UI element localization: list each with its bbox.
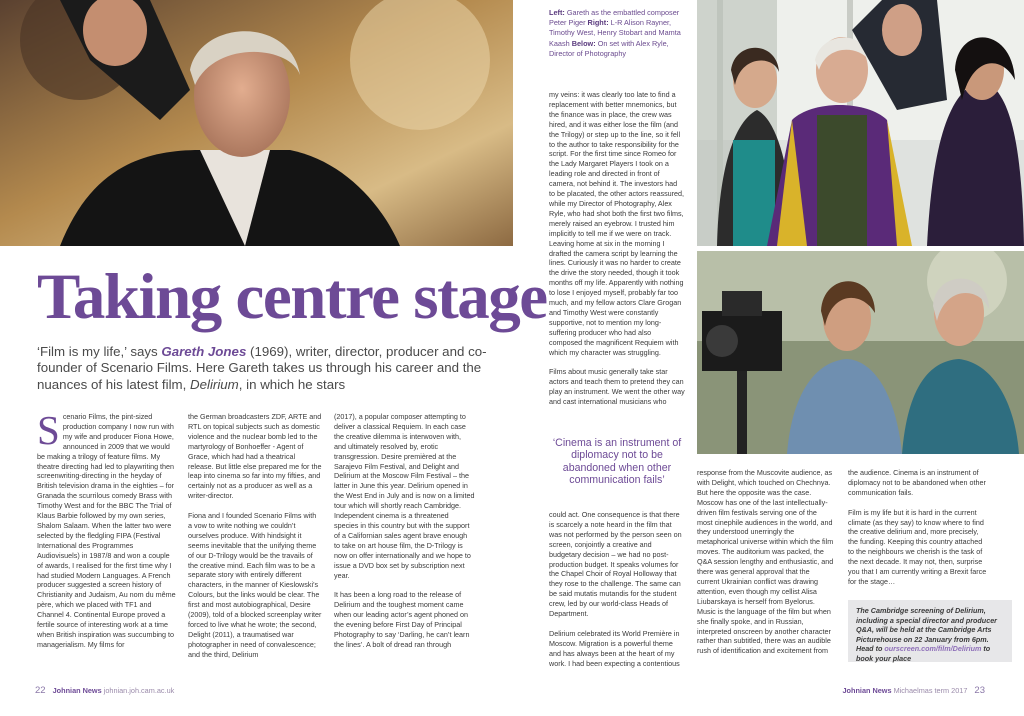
standfirst-author-name: Gareth Jones — [161, 344, 247, 359]
paragraph: Film is my life but it is hard in the current climate (as they say) to know where to find the creative delirium and, more precisely, the funding. Keeping this country attached to the neighbours we cherish is the task of the next decade. It may not, then, surprise you that I am currently writing a Brexit farce for the stage… — [848, 507, 987, 586]
body-column-4 — [549, 90, 685, 417]
body-column-7 — [848, 468, 988, 597]
publication-name-right: Johnian News — [842, 686, 892, 695]
paragraph — [37, 407, 176, 650]
paragraph: response from the Muscovite audience, as with Delight, which touched on Chechnya. But here the opposite was the case. Moscow has one of the last intellectually-driven film festivals serving one of the most cinephile audiences in the world, and they understood unerringly the metaphorical universe within which the film moves. The auditorium was packed, the Q&A session lengthy and enthusiastic, and there was general approval that the current Ukrainian conflict was drawing attention, even though my cellist Alisa Liubarskaya is herself from Byelorus. Music is the language of the film but when she finally spoke, and in Russian, interpreted onscreen by another character rather than subtitled, there was an audible rush of identification and excitement from — [697, 468, 834, 656]
standfirst-film-title: Delirium — [190, 376, 239, 392]
photo-gareth-conducting — [0, 0, 513, 246]
paragraph-text: cenario Films, the pint-sized production company I now run with my wife and producer Fiona Howe, announced in 2009 that we would be making a trilogy of feature films. My theatre directing had led to playwriting then screenwriting-directing in the heyday of British television drama in the eighties – for Granada the scurrilous comedy Brass with Timothy West and for the BBC The Trial of Klaus Barbie followed by my own series, Shalom Salaam. When the latter two were selected by the fledgling FIPA (Festival International des Programmes Audiovisuels) in 1987/8 and won a couple of awards, I realised for the first time why I had studied Modern Languages. A French producer suggested a screen history of Christianity and Judaism, Au nom du même père, which we placed with TF1 and Channel 4. Continental Europe proved a fertile source of interesting work at a time when British inspiration was succumbing to managerialism. My films for — [37, 412, 176, 649]
article-standfirst — [37, 344, 503, 393]
caption-text-right: L-R Alison Rayner, Timothy West, Henry Stobart and Mamta Kaash — [549, 18, 681, 48]
paragraph: (2017), a popular composer attempting to deliver a classical Requiem. In each case the creative dilemma is interwoven with, and ultimately resolved by, erotic transgression. Desire premièred at the Sarajevo Film Festival, and Delight and Delirium at the Moscow Film Festival – the latter in June this year. Delirium opened in the West End in July and is now on a limited tour which will shortly reach Cambridge. Independent cinema is a threatened species in this country but with the support of a Californian sales agent brave enough to take on art house film, the D-Trilogy is now on offer internationally and we hope to issue a DVD box set by subscription next year. — [334, 412, 475, 580]
photo-cast-group — [697, 0, 1024, 246]
paragraph: Fiona and I founded Scenario Films with a vow to write nothing we couldn’t ourselves produce. With hindsight it seems inevitable that the unifying theme of our D-Trilogy would be the travails of the creative mind. Each film was to be a separate story with entirely different characters, in the manner of Kieslowski’s Colours, but the links would be clear. The first and most autobiographical, Desire (2009), told of a blocked screenplay writer forced to live what he wrote; the second, Delight (2011), a traumatised war photographer in need of convalescence; and the third, Delirium — [188, 511, 322, 659]
screening-info-box — [848, 600, 1012, 662]
pull-quote: ‘Cinema is an instrument of diplomacy not to be abandoned when other communication fails’ — [552, 437, 682, 487]
paragraph: Films about music generally take star actors and teach them to pretend they can play an instrument. We went the other way and cast international musicians who — [549, 367, 685, 407]
infobox-end: to book your place — [856, 644, 991, 663]
publication-name-left: Johnian News — [52, 686, 102, 695]
standfirst-before: ‘Film is my life,’ says — [37, 344, 162, 359]
drop-cap: S — [37, 407, 60, 453]
standfirst-end: , in which he stars — [238, 376, 346, 392]
paragraph: could act. One consequence is that there is scarcely a note heard in the film that was not performed by the person seen on screen, conjointly a creative and budgetary decision – we had no post-production budget. It speaks volumes for the Chapel Choir of Royal Holloway that they rose to the challenge. The same can be said mutatis mutandis for the student crew, led by our world-class Heads of Department. — [549, 510, 682, 619]
body-column-6 — [697, 468, 834, 666]
photo-caption — [549, 8, 685, 59]
article-headline: Taking centre stage — [37, 261, 547, 333]
body-column-3 — [334, 412, 475, 660]
body-column-1 — [37, 407, 176, 660]
photo-on-set — [697, 251, 1024, 454]
footer-issue: Michaelmas term 2017 — [893, 686, 968, 695]
caption-label-right: Right: — [587, 18, 609, 28]
caption-label-left: Left: — [549, 8, 565, 17]
screening-link[interactable]: ourscreen.com/film/Delirium — [884, 644, 982, 654]
caption-text-left: Gareth as the embattled composer Peter Piger — [549, 8, 680, 28]
footer-left — [30, 685, 174, 696]
paragraph: my veins: it was clearly too late to find a replacement with better mnemonics, but the finance was in place, the crew was hired, and it was either lose the film (and the Trilogy) or step up to the line, so it fell to the author to take responsibility for the script. For the first time since Romeo for the Lady Margaret Players I took on a leading role and directed in front of camera, not behind it. The investors had to be placated, the other actors reassured, while my Director of Photography, Alex Ryle, who had shot both the first two films, merely raised an eyebrow. I trusted him implicitly to tell me if we were on track. Leaving home at six in the morning I drafted the camera script by learning the lines. Curiously it was no harder to create the drive the story needed, though it took months off my life. Apparently with nothing to lose I enjoyed myself, probably far too much, and my fellow actors Clare Grogan and Timothy West were constantly supportive, not to mention my long-suffering producer who had also composed the magnificent Requiem with which my character was struggling. — [549, 90, 685, 357]
standfirst-after: (1969), writer, director, producer and co-founder of Scenario Films. Here Gareth takes us through his career and the nuances of his latest film, — [37, 344, 487, 392]
paragraph: the German broadcasters ZDF, ARTE and RTL on topical subjects such as domestic violence and the nuclear bomb led to the martyrology of Bonhoeffer - Agent of Grace, which had had a theatrical release. But little else prepared me for the leap into cinema so far into my fifties, and certainly not as a producer as well as a writer-director. — [188, 412, 322, 501]
body-column-5 — [549, 510, 685, 678]
page-number-right: 23 — [974, 685, 985, 696]
footer-right — [842, 685, 990, 696]
paragraph: the audience. Cinema is an instrument of diplomacy not to be abandoned when other communication fails. — [848, 468, 986, 497]
paragraph: It has been a long road to the release of Delirium and the toughest moment came when our leading actor’s agent phoned on the evening before First Day of Principal Photography to say ‘Darling, he can’t learn the lines’. A bolt of dread ran through — [334, 590, 470, 649]
footer-website[interactable]: johnian.joh.cam.ac.uk — [103, 686, 175, 695]
body-column-2 — [188, 412, 322, 670]
caption-text-below: On set with Alex Ryle, Director of Photography — [549, 38, 669, 58]
infobox-text: The Cambridge screening of Delirium, including a special director and producer Q&A, will be held at the Cambridge Arts Picturehouse on 22 January from 6pm. Head to — [856, 606, 997, 654]
caption-label-below: Below: — [571, 38, 596, 48]
page-number-left: 22 — [35, 685, 46, 696]
paragraph: Delirium celebrated its World Première in Moscow. Migration is a powerful theme and has always been at the heart of my work. I had been expecting a contentious — [549, 628, 680, 668]
